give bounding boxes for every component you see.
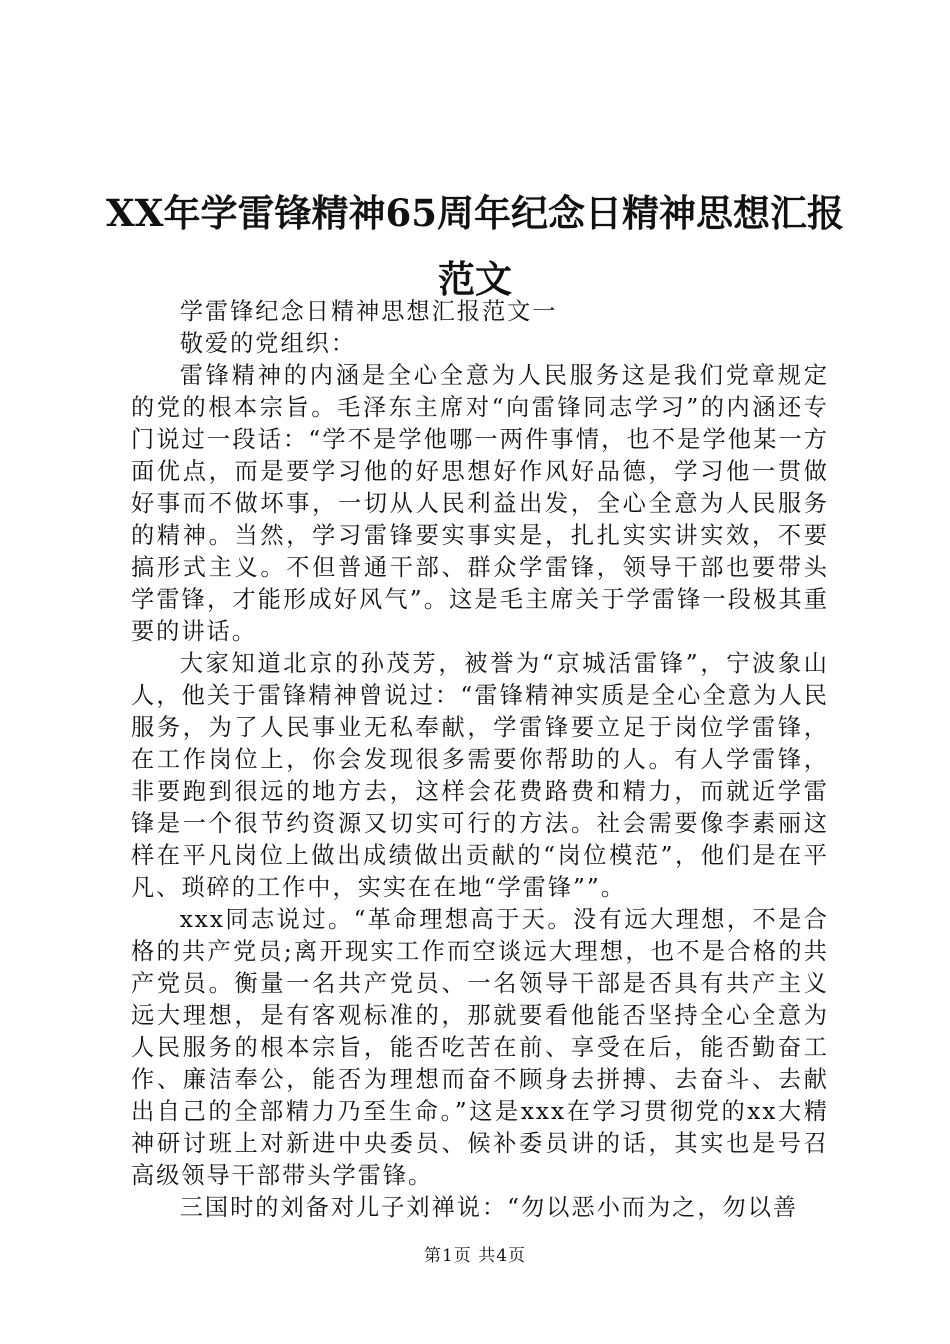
- paragraph: 大家知道北京的孙茂芳，被誉为“京城活雷锋”，宁波象山人，他关于雷锋精神曾说过：“雷锋精神实质是全心全意为人民服务，为了人民事业无私奉献，学雷锋要立足于岗位学雷锋，在工作岗位上，你会发现很多需要你帮助的人。有人学雷锋，非要跑到很远的地方去，这样会花费路费和精力，而就近学雷锋是一个很节约资源又切实可行的方法。社会需要像李素丽这样在平凡岗位上做出成绩做出贡献的“岗位模范”，他们是在平凡、琐碎的工作中，实实在在地“学雷锋””。: [131, 650, 829, 901]
- paragraph-salutation: 敬爱的党组织：: [179, 330, 357, 357]
- paragraph: 三国时的刘备对儿子刘禅说：“勿以恶小而为之，勿以善: [179, 1194, 799, 1221]
- page-footer: 第1页 共4页: [423, 1246, 527, 1266]
- paragraph: xxx同志说过。“革命理想高于天。没有远大理想，不是合格的共产党员;离开现实工作而空谈远大理想，也不是合格的共产党员。衡量一名共产党员、一名领导干部是否具有共产主义远大理想，是有客观标准的，那就要看他能否坚持全心全意为人民服务的根本宗旨，能否吃苦在前、享受在后，能否勤奋工作、廉洁奉公，能否为理想而奋不顾身去拼搏、去奋斗、去献出自己的全部精力乃至生命。”这是xxx在学习贯彻党的xx大精神研讨班上对新进中央委员、候补委员讲的话，其实也是号召高级领导干部带头学雷锋。: [131, 906, 829, 1189]
- document-title: XX年学雷锋精神65周年纪念日精神思想汇报范文: [106, 191, 844, 301]
- paragraph-subtitle: 学雷锋纪念日精神思想汇报范文一: [179, 298, 558, 325]
- paragraph: 雷锋精神的内涵是全心全意为人民服务这是我们党章规定的党的根本宗旨。毛泽东主席对“向雷锋同志学习”的内涵还专门说过一段话：“学不是学他哪一两件事情，也不是学他某一方面优点，而是要学习他的好思想好作风好品德，学习他一贯做好事而不做坏事，一切从人民利益出发，全心全意为人民服务的精神。当然，学习雷锋要实事实是，扎扎实实讲实效，不要搞形式主义。不但普通干部、群众学雷锋，领导干部也要带头学雷锋，才能形成好风气”。这是毛主席关于学雷锋一段极其重要的讲话。: [131, 362, 829, 645]
- document-body: [131, 296, 829, 1224]
